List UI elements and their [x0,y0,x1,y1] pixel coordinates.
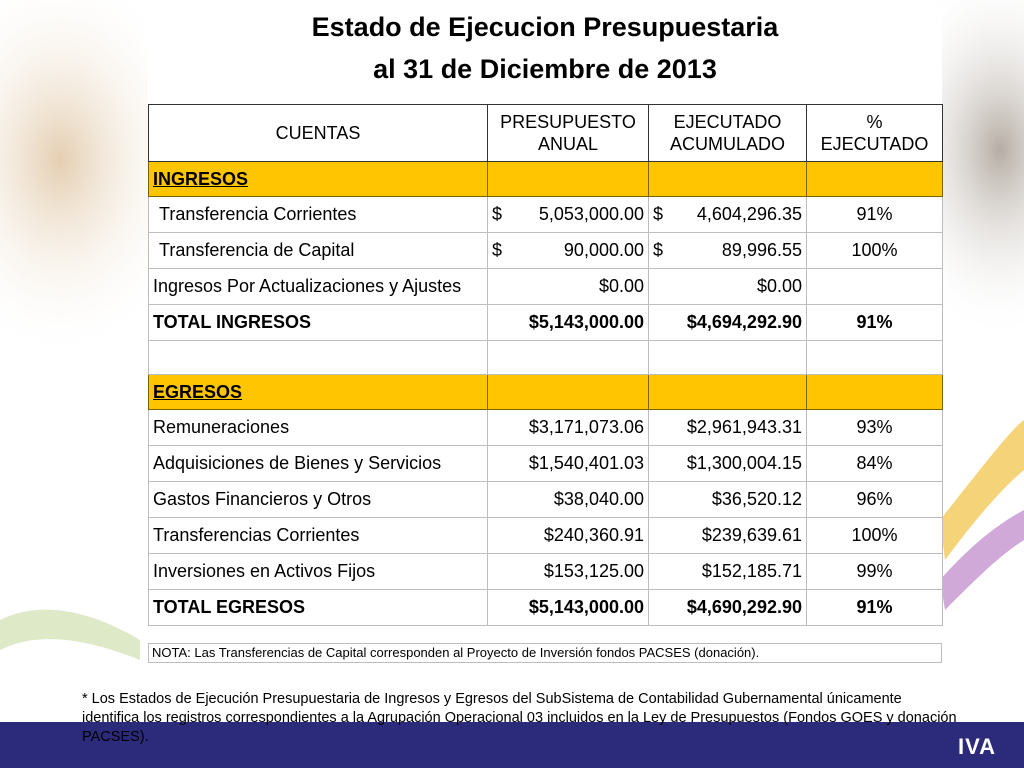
cell-pct: 91% [807,305,943,341]
table-row [149,482,943,518]
currency-symbol: $ [653,204,664,224]
table-row [149,197,943,233]
cell-presupuesto: $1,540,401.03 [488,446,649,482]
cell-cuenta: Transferencias Corrientes [149,518,488,554]
table-row [149,554,943,590]
header-presupuesto: PRESUPUESTO ANUAL [488,105,649,162]
cell-pct: 91% [807,590,943,626]
cell-ejecutado: $239,639.61 [649,518,807,554]
table-row [149,269,943,305]
table-header-row [149,105,943,162]
header-porcentaje: % EJECUTADO [807,105,943,162]
cell-cuenta: Transferencia de Capital [149,233,488,269]
cell-ejecutado: $36,520.12 [649,482,807,518]
cell-pct: 99% [807,554,943,590]
cell-ejecutado [649,233,807,269]
currency-symbol: $ [653,240,664,260]
footnote: * Los Estados de Ejecución Presupuestaria de Ingresos y Egresos del SubSistema de Contabilidad Gubernamental únicamente identifica los registros correspondientes a la Agrupación Operacional 03 incluidos en la Ley de Presupuestos (Fondos GOES y donación PACSES). [82,691,957,745]
cell-pct: 84% [807,446,943,482]
header-cuentas: CUENTAS [149,105,488,162]
cell-ejecutado [649,197,807,233]
amount: 90,000.00 [563,240,644,260]
section-row-egresos [149,375,943,410]
cell-presupuesto: $153,125.00 [488,554,649,590]
spacer-row [149,341,943,375]
table-note: NOTA: Las Transferencias de Capital corresponden al Proyecto de Inversión fondos PACSES (donación). [148,643,942,663]
cell-presupuesto: $5,143,000.00 [488,590,649,626]
table-row [149,518,943,554]
cell-cuenta: Ingresos Por Actualizaciones y Ajustes [149,269,488,305]
cell-cuenta: Remuneraciones [149,410,488,446]
cell-ejecutado: $0.00 [649,269,807,305]
page-title: Estado de Ejecucion Presupuestaria [311,12,779,42]
table-row [149,410,943,446]
cell-ejecutado: $152,185.71 [649,554,807,590]
currency-symbol: $ [492,240,503,260]
budget-sheet [148,6,942,664]
cell-presupuesto: $38,040.00 [488,482,649,518]
cell-pct: 100% [807,518,943,554]
page-subtitle: al 31 de Diciembre de 2013 [373,54,717,84]
section-label: INGRESOS [149,162,488,197]
cell-presupuesto: $240,360.91 [488,518,649,554]
cell-presupuesto: $5,143,000.00 [488,305,649,341]
cell-pct: 93% [807,410,943,446]
total-row-ingresos [149,305,943,341]
cell-ejecutado: $2,961,943.31 [649,410,807,446]
table-row [149,446,943,482]
cell-cuenta: Transferencia Corrientes [149,197,488,233]
section-row-ingresos [149,162,943,197]
cell-pct: 100% [807,233,943,269]
cell-presupuesto [488,197,649,233]
budget-table [148,104,943,626]
total-row-egresos [149,590,943,626]
cell-pct [807,269,943,305]
currency-symbol: $ [492,204,503,224]
brand-text: IVA [957,734,996,759]
cell-presupuesto [488,233,649,269]
cell-ejecutado: $4,694,292.90 [649,305,807,341]
table-row [149,233,943,269]
cell-presupuesto: $3,171,073.06 [488,410,649,446]
cell-presupuesto: $0.00 [488,269,649,305]
cell-pct: 96% [807,482,943,518]
cell-ejecutado: $1,300,004.15 [649,446,807,482]
amount: 4,604,296.35 [696,204,802,224]
amount: 5,053,000.00 [538,204,644,224]
cell-cuenta: Gastos Financieros y Otros [149,482,488,518]
section-label: EGRESOS [149,375,488,410]
cell-cuenta: Adquisiciones de Bienes y Servicios [149,446,488,482]
amount: 89,996.55 [721,240,802,260]
cell-cuenta: TOTAL EGRESOS [149,590,488,626]
cell-ejecutado: $4,690,292.90 [649,590,807,626]
cell-cuenta: Inversiones en Activos Fijos [149,554,488,590]
header-ejecutado: EJECUTADO ACUMULADO [649,105,807,162]
cell-pct: 91% [807,197,943,233]
cell-cuenta: TOTAL INGRESOS [149,305,488,341]
